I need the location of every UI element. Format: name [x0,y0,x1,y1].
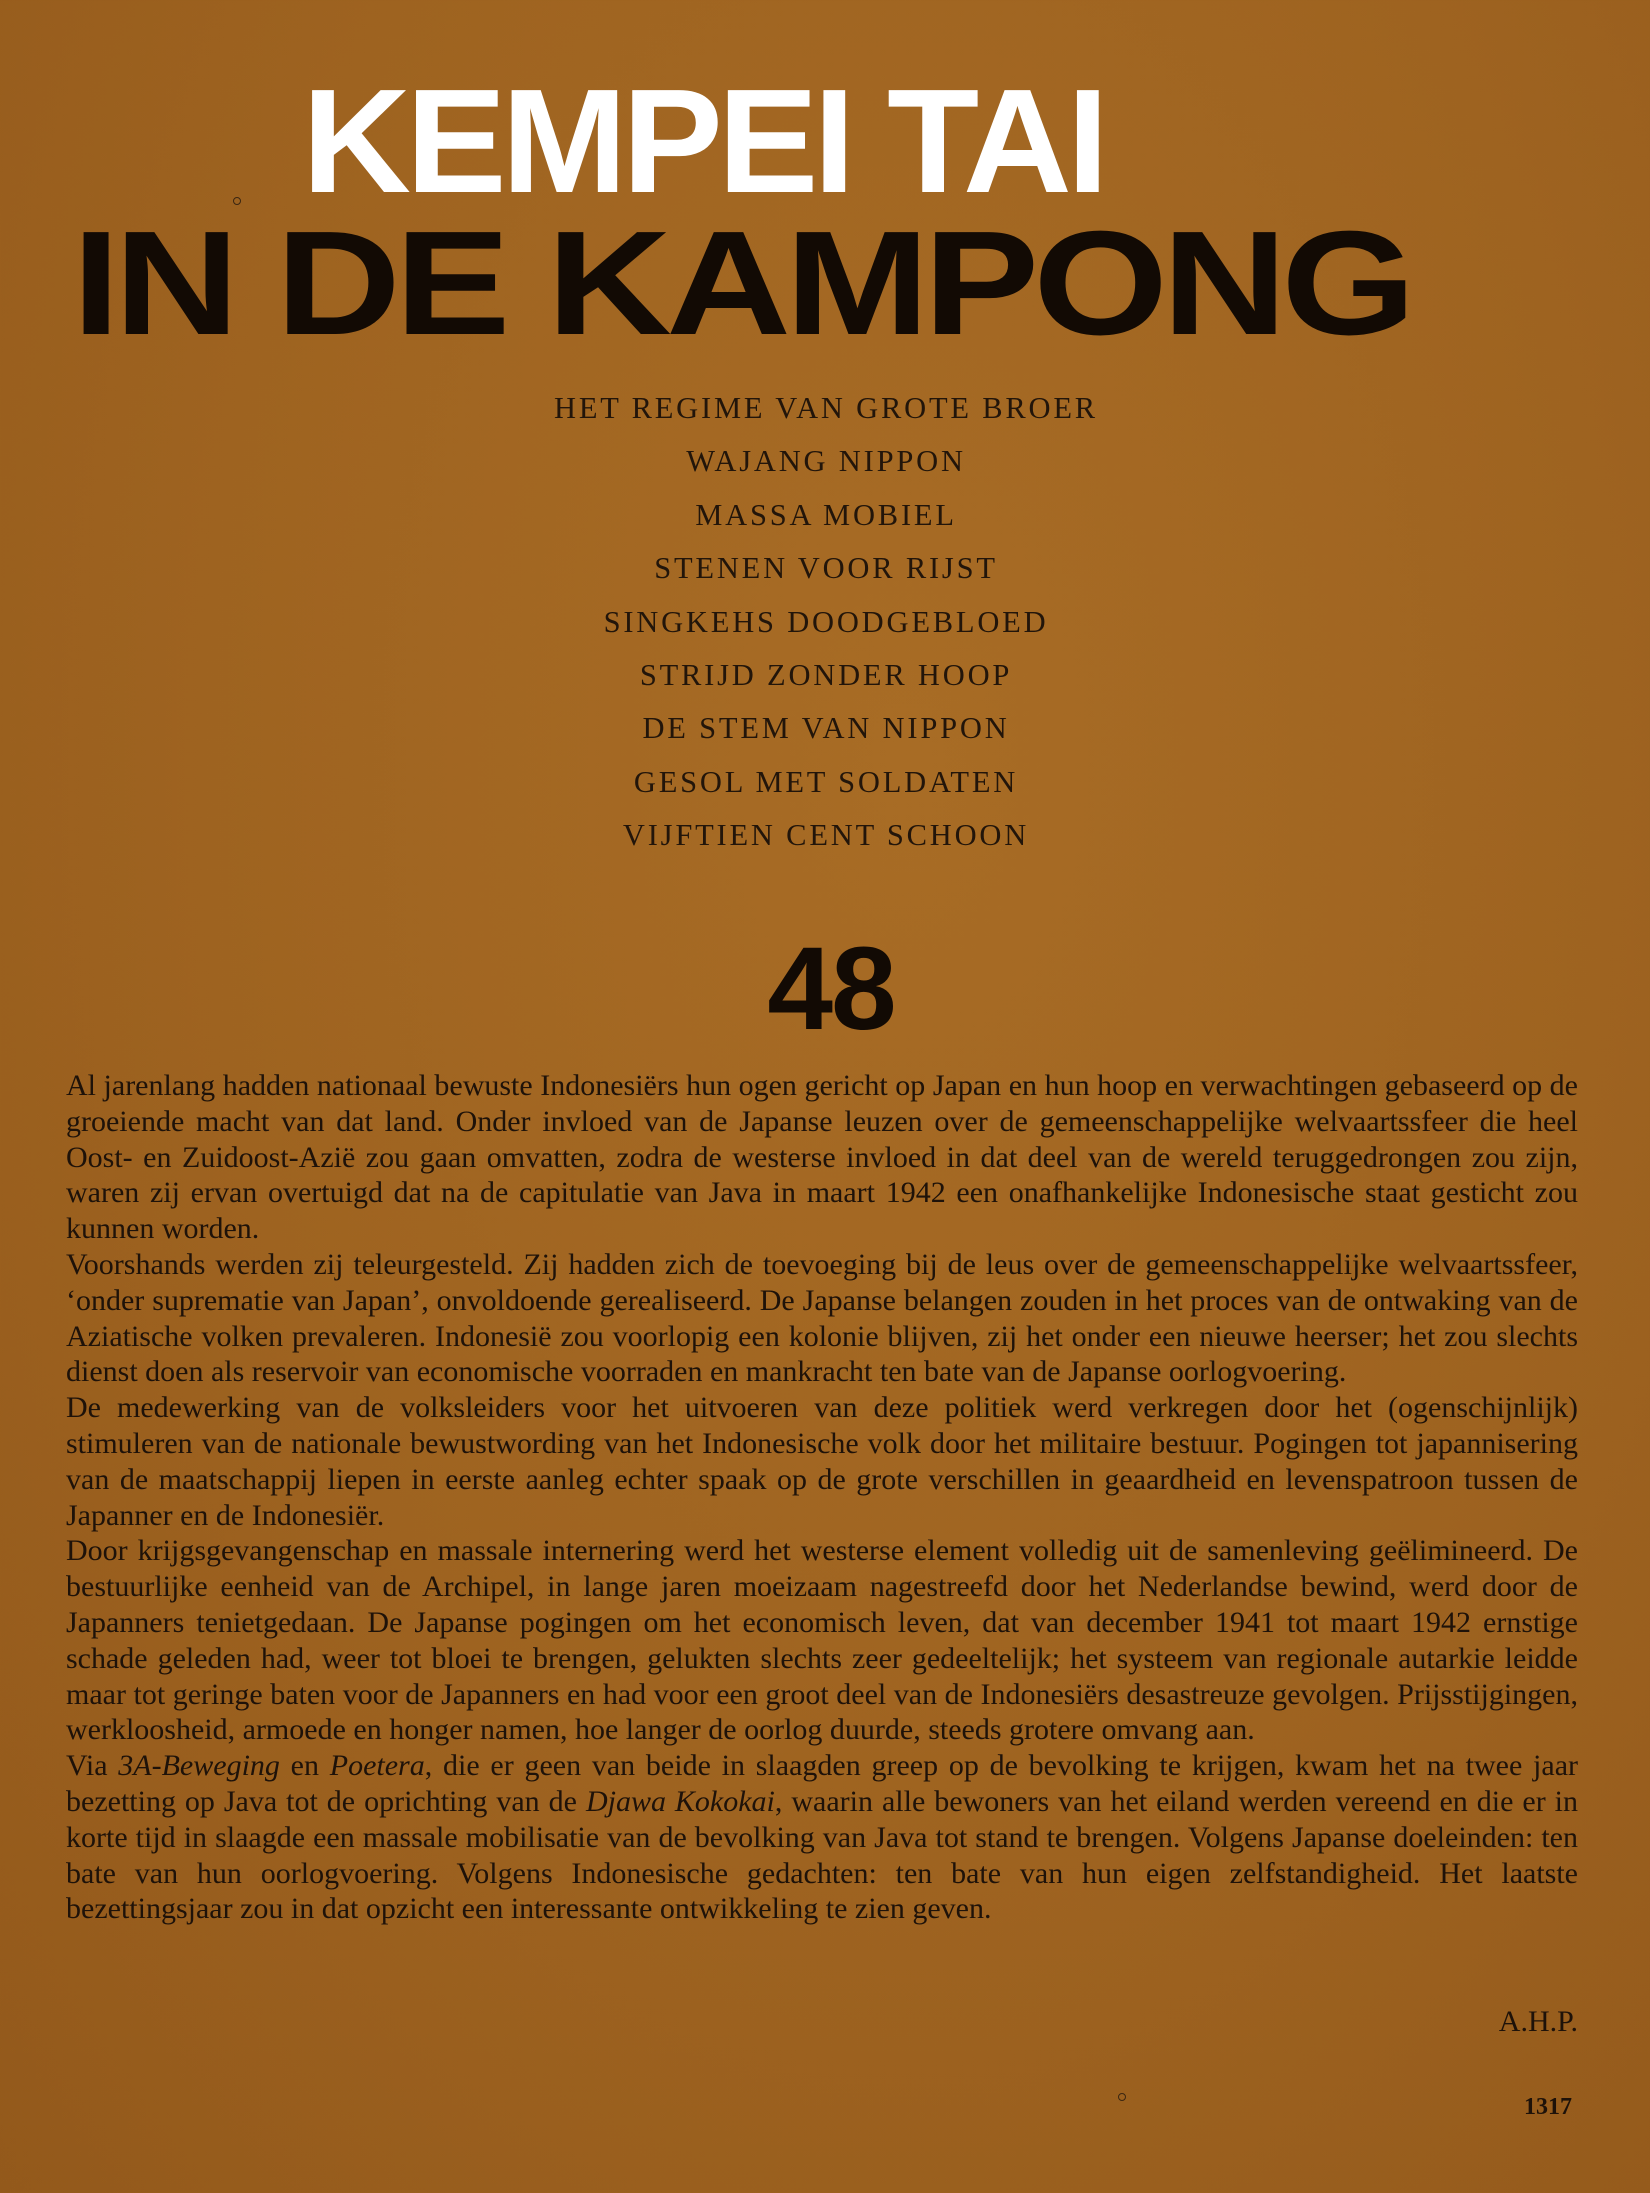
text-run: Via [66,1749,119,1783]
title-line-1: KEMPEI TAI [302,59,1104,224]
chapter-item: HET REGIME VAN GROTE BROER [554,391,1098,425]
author-signature: A.H.P. [1498,2005,1578,2038]
chapter-item: STENEN VOOR RIJST [654,551,998,586]
page-number: 1317 [1524,2094,1572,2120]
text-run: , waarin alle bewoners van het eiland werden vereend en die er in korte tijd in slaagde een massale mobilisatie van de bevolking van Java tot stand te brengen. Volgens Japanse doeleinden: ten bate van hun oorlogvoering. Volgens Indonesische gedachten: ten bate van hun eigen zelfstandigheid. Het laatste bezettingsjaar zou in dat opzicht een interessante ontwikkeling te zien geven. [66,1784,1579,1926]
print-speck [1118,2093,1126,2101]
chapter-list [0,388,1650,869]
chapter-item: VIJFTIEN CENT SCHOON [622,818,1030,853]
issue-number: 48 [767,923,895,1055]
article-paragraph [66,1748,1578,1927]
chapter-item: DE STEM VAN NIPPON [642,711,1010,746]
article-paragraph: Voorshands werden zij teleurgesteld. Zij hadden zich de toevoeging bij de leus over de gemeenschappelijke welvaartssfeer, ‘onder suprematie van Japan’, onvoldoende gerealiseerd. De Japanse belangen zouden in het proces van de ontwaking van de Aziatische volken prevaleren. Indonesië zou voorlopig een kolonie blijven, zij het onder een nieuwe heerser; het zou slechts dienst doen als reservoir van economische voorraden en mankracht ten bate van de Japanse oorlogvoering. [66,1247,1578,1389]
print-speck [233,197,241,205]
chapter-item: WAJANG NIPPON [686,444,966,479]
article-paragraph: Door krijgsgevangenschap en massale internering werd het westerse element volledig uit de samenleving geëlimineerd. De bestuurlijke eenheid van de Archipel, in lange jaren moeizaam nagestreefd door het Nederlandse bewind, werd door de Japanners tenietgedaan. De Japanse pogingen om het economisch leven, dat van december 1941 tot maart 1942 ernstige schade geleden had, weer tot bloei te brengen, gelukten slechts zeer gedeeltelijk; het systeem van regionale autarkie leidde maar tot geringe baten voor de Japanners en had voor een groot deel van de Indonesiërs desastreuze gevolgen. Prijsstijgingen, werkloosheid, armoede en honger namen, hoe langer de oorlog duurde, steeds grotere omvang aan. [66,1534,1578,1747]
chapter-item: SINGKEHS DOODGEBLOED [603,604,1049,639]
text-run: en [279,1749,330,1783]
chapter-item: GESOL MET SOLDATEN [633,764,1019,799]
text-run: , die er geen van beide in slaagden greep op de bevolking te krijgen, kwam het na twee jaar bezetting op Java tot de oprichting van de [66,1749,1578,1818]
article-body [66,1068,1578,1927]
chapter-item: STRIJD ZONDER HOOP [639,657,1013,692]
chapter-item: MASSA MOBIEL [695,497,957,532]
title-line-2: IN DE KAMPONG [72,201,1411,366]
organization-name: 3A-Beweging [118,1749,280,1783]
organization-name: Djawa Kokokai [585,1784,775,1818]
organization-name: Poetera [329,1749,425,1783]
article-paragraph: Al jarenlang hadden nationaal bewuste Indonesiërs hun ogen gericht op Japan en hun hoop en verwachtingen gebaseerd op de groeiende macht van dat land. Onder invloed van de Japanse leuzen over de gemeenschappelijke welvaartssfeer die heel Oost- en Zuidoost-Azië zou gaan omvatten, zodra de westerse invloed in dat deel van de wereld teruggedrongen zou zijn, waren zij ervan overtuigd dat na de capitulatie van Java in maart 1942 een onafhankelijke Indonesische staat gesticht zou kunnen worden. [66,1069,1578,1246]
article-paragraph: De medewerking van de volksleiders voor het uitvoeren van deze politiek werd verkregen door het (ogenschijnlijk) stimuleren van de nationale bewustwording van het Indonesische volk door het militaire bestuur. Pogingen tot japannisering van de maatschappij liepen in eerste aanleg echter spaak op de grote verschillen in geaardheid en levenspatroon tussen de Japanner en de Indonesiër. [66,1391,1578,1532]
